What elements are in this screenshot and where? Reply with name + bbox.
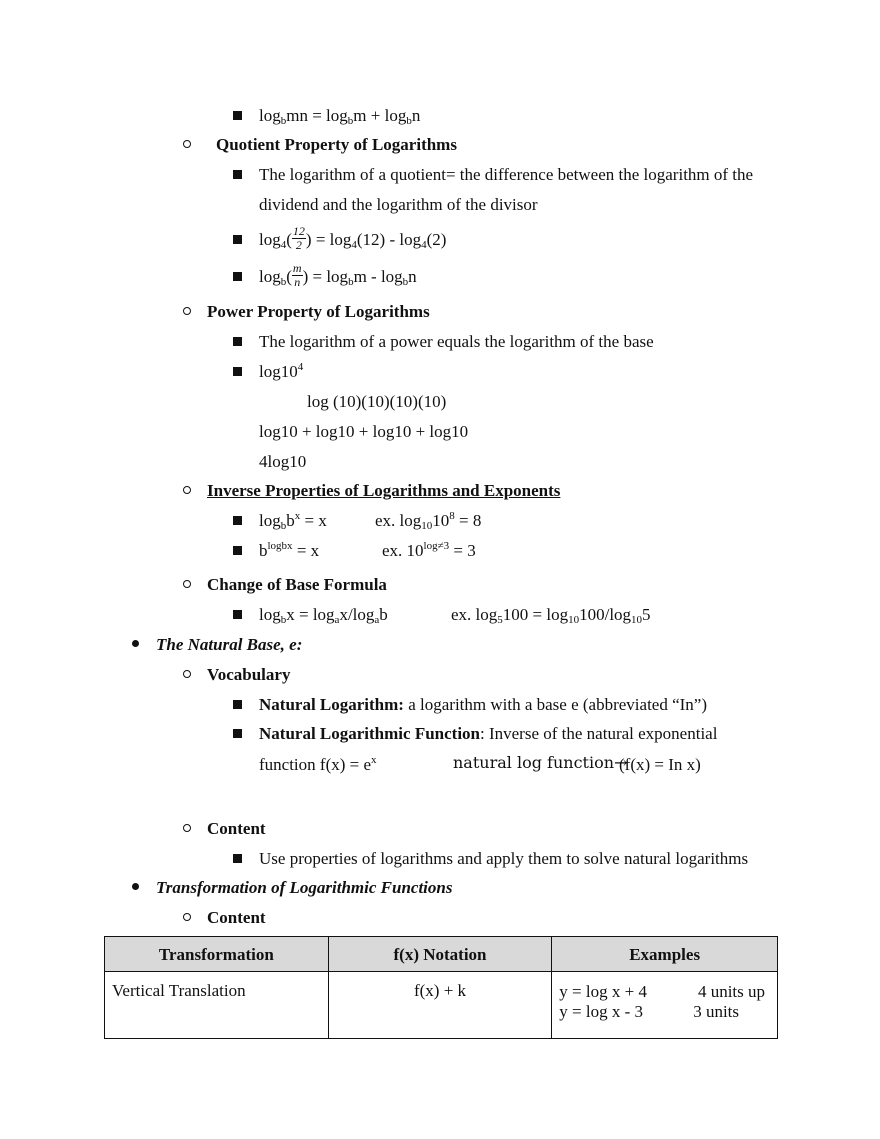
quotient-desc-line2: dividend and the logarithm of the divisor — [259, 195, 538, 214]
natural-content-heading: Content — [207, 819, 266, 838]
circle-bullet-icon — [183, 307, 191, 315]
square-bullet-icon — [233, 170, 242, 179]
natural-log-function-definition: Natural Logarithmic Function: Inverse of the natural exponential — [259, 724, 718, 743]
inverse-rule-1: $\log_bb^x = x$ — [259, 510, 327, 532]
disc-bullet-icon — [132, 883, 139, 890]
quotient-example-2: $\log_b$( $\frac{m}{n}$ ) = $\log_bm - \log_bn$ — [259, 261, 417, 289]
examples-cell — [552, 972, 778, 1039]
power-heading: Power Property of Logarithms — [207, 302, 430, 321]
transformation-name-cell: Vertical Translation — [105, 972, 329, 1039]
power-step-3: 4log10 — [259, 452, 307, 471]
square-bullet-icon — [233, 854, 242, 863]
vocabulary-heading: Vocabulary — [207, 665, 291, 684]
square-bullet-icon — [233, 700, 242, 709]
square-bullet-icon — [233, 337, 242, 346]
circle-bullet-icon — [183, 140, 191, 148]
power-desc: The logarithm of a power equals the logarithm of the base — [259, 332, 654, 351]
square-bullet-icon — [233, 516, 242, 525]
table-row — [105, 972, 778, 1039]
inverse-example-1: ex. $\log_{10}10^8 = 8$ — [375, 510, 482, 532]
circle-bullet-icon — [183, 824, 191, 832]
square-bullet-icon — [233, 235, 242, 244]
quotient-desc-line1: The logarithm of a quotient= the difference between the logarithm of the — [259, 165, 754, 184]
quotient-heading: Quotient Property of Logarithms — [216, 135, 457, 154]
example-equation: y = log x - 3 — [559, 1001, 644, 1021]
table-header-cell: Examples — [552, 937, 778, 972]
natural-content-item: Use properties of logarithms and apply them to solve natural logarithms — [259, 849, 749, 868]
example-note: 4 units up — [697, 982, 765, 1001]
natural-base-heading: The Natural Base, e: — [156, 635, 303, 654]
transformation-content-heading: Content — [207, 908, 266, 927]
square-bullet-icon — [233, 729, 242, 738]
change-base-formula: $\log_bx = \log_ax/\log_ab$ — [259, 605, 388, 626]
disc-bullet-icon — [132, 640, 139, 647]
power-step-1: log (10)(10)(10)(10) — [307, 392, 447, 411]
square-bullet-icon — [233, 111, 242, 120]
inverse-heading: Inverse Properties of Logarithms and Exponents — [207, 481, 561, 500]
change-base-heading: Change of Base Formula — [207, 575, 387, 594]
natural-log-function-arrow-text: natural log function→ — [453, 753, 628, 772]
table-header-row — [105, 937, 778, 972]
square-bullet-icon — [233, 610, 242, 619]
quotient-example-1: $\log_4$( $\frac{12}{2}$ ) = $\log_4(12) - \log_4(2)$ — [259, 224, 447, 252]
natural-logarithm-definition: Natural Logarithm: a logarithm with a base e (abbreviated “In”) — [259, 695, 707, 714]
fraction: $\frac{12}{2}$ — [292, 224, 305, 252]
natural-log-function-line2: function $f(x) = e^x$ — [259, 754, 377, 774]
circle-bullet-icon — [183, 913, 191, 921]
inverse-rule-2: $b^{logbx} = x$ — [259, 540, 320, 560]
square-bullet-icon — [233, 546, 242, 555]
example-equation: y = log x + 4 — [559, 982, 647, 1001]
natural-log-function-result: (f(x) = In x) — [619, 755, 701, 774]
inverse-example-2: ex. $10^{log\ne 3} = 3$ — [382, 540, 476, 560]
fraction: $\frac{m}{n}$ — [292, 261, 302, 289]
power-example: $\log 10^4$ — [259, 361, 304, 381]
notation-cell: f(x) + k — [328, 972, 552, 1039]
transformation-heading: Transformation of Logarithmic Functions — [156, 878, 453, 897]
power-step-2: log10 + log10 + log10 + log10 — [259, 422, 469, 441]
table-header-cell: Transformation — [105, 937, 329, 972]
circle-bullet-icon — [183, 486, 191, 494]
square-bullet-icon — [233, 272, 242, 281]
table-header-cell: f(x) Notation — [328, 937, 552, 972]
circle-bullet-icon — [183, 670, 191, 678]
product-rule-example: $\log_bmn = \log_bm + \log_bn$ — [259, 106, 421, 127]
transformation-table — [104, 936, 778, 1039]
change-base-example: ex. $\log_5100 = \log_{10}100/\log_{10}5$ — [451, 605, 651, 626]
circle-bullet-icon — [183, 580, 191, 588]
square-bullet-icon — [233, 367, 242, 376]
example-note: 3 units — [693, 1001, 739, 1021]
